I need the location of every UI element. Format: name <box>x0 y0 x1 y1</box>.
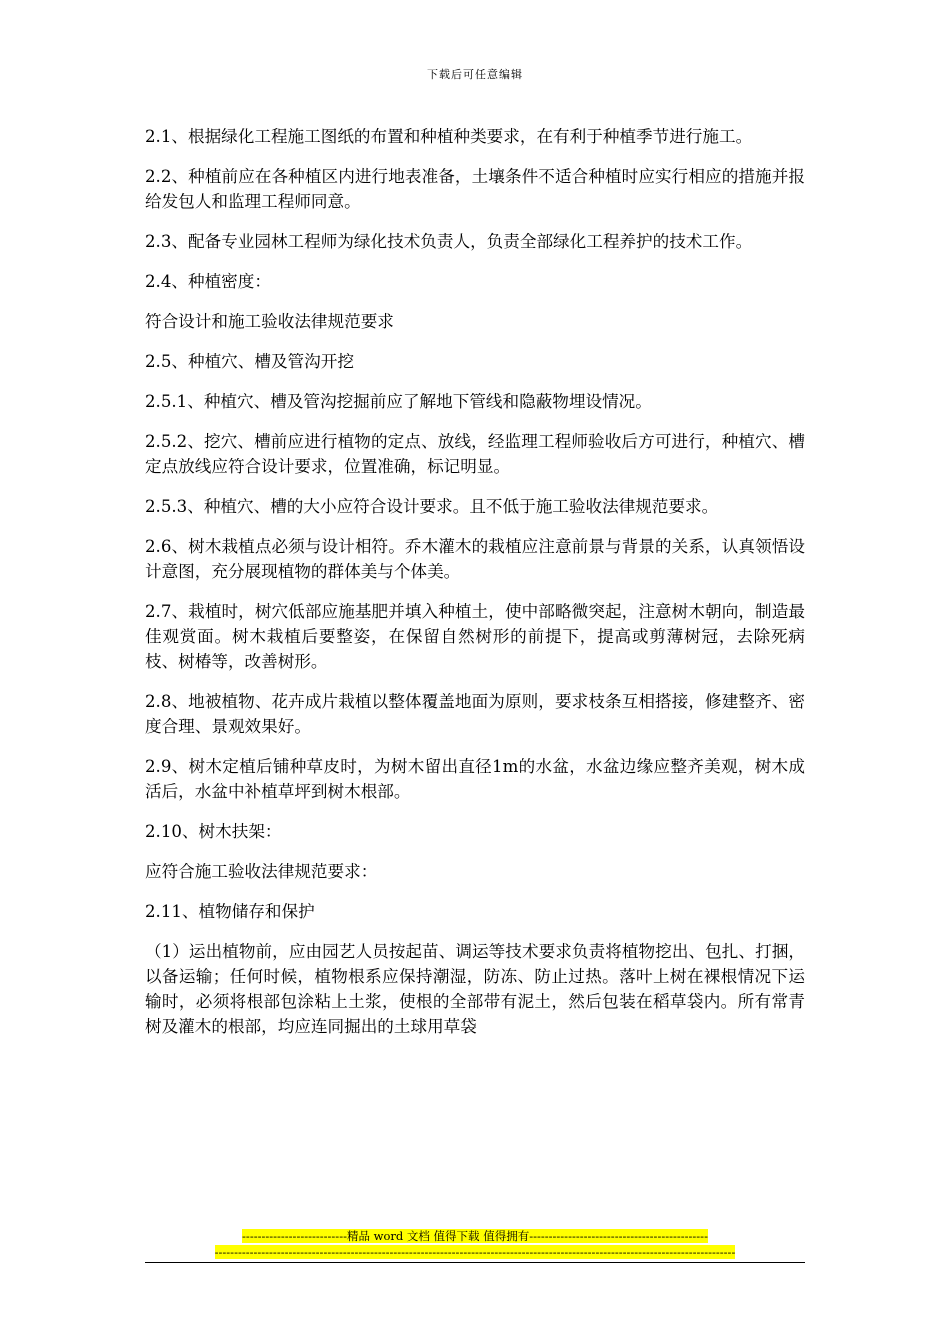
paragraph-2-5: 2.5、种植穴、槽及管沟开挖 <box>145 352 354 371</box>
footer-banner-text-2: -------------------------------------------------------------------------------------------------------------------------------------- <box>214 1245 736 1259</box>
paragraph-2-3: 2.3、配备专业园林工程师为绿化技术负责人，负责全部绿化工程养护的技术工作。 <box>145 232 753 251</box>
paragraph-2-2: 2.2、种植前应在各种植区内进行地表准备，土壤条件不适合种植时应实行相应的措施并报给发包人和监理工程师同意。 <box>145 167 805 211</box>
footer-banner-line-2 <box>0 1245 950 1259</box>
paragraph-item-1: （1）运出植物前，应由园艺人员按起苗、调运等技术要求负责将植物挖出、包扎、打捆，以备运输；任何时候，植物根系应保持潮湿，防冻、防止过热。落叶上树在裸根情况下运输时，必须将根部包涂粘上土浆，使根的全部带有泥土，然后包装在稻草袋内。所有常青树及灌木的根部，均应连同掘出的土球用草袋 <box>145 942 805 1036</box>
paragraph-2-6: 2.6、树木栽植点必须与设计相符。乔木灌木的栽植应注意前景与背景的关系，认真领悟设计意图，充分展现植物的群体美与个体美。 <box>145 537 805 581</box>
paragraph-density-note: 符合设计和施工验收法律规范要求 <box>145 312 394 331</box>
document-body <box>145 124 805 1054</box>
footer-divider <box>145 1262 805 1263</box>
paragraph-2-4: 2.4、种植密度： <box>145 272 271 291</box>
paragraph-support-note: 应符合施工验收法律规范要求： <box>145 862 378 881</box>
paragraph-2-9: 2.9、树木定植后铺种草皮时，为树木留出直径1m的水盆，水盆边缘应整齐美观，树木成活后，水盆中补植草坪到树木根部。 <box>145 757 805 801</box>
paragraph-2-11: 2.11、植物储存和保护 <box>145 902 315 921</box>
paragraph-2-7: 2.7、栽植时，树穴低部应施基肥并填入种植土，使中部略微突起，注意树木朝向，制造最佳观赏面。树木栽植后要整姿，在保留自然树形的前提下，提高或剪薄树冠，去除死病枝、树椿等，改善树形。 <box>145 602 805 671</box>
paragraph-2-10: 2.10、树木扶架： <box>145 822 282 841</box>
footer-banner-line-1 <box>0 1229 950 1243</box>
paragraph-2-1: 2.1、根据绿化工程施工图纸的布置和种植种类要求，在有利于种植季节进行施工。 <box>145 127 753 146</box>
footer-banner-text-1: ---------------------------精品 word 文档 值得下载 值得拥有---------------------------------------------- <box>242 1229 708 1243</box>
paragraph-2-5-2: 2.5.2、挖穴、槽前应进行植物的定点、放线，经监理工程师验收后方可进行，种植穴、槽定点放线应符合设计要求，位置准确，标记明显。 <box>145 432 805 476</box>
paragraph-2-8: 2.8、地被植物、花卉成片栽植以整体覆盖地面为原则，要求枝条互相搭接，修建整齐、密度合理、景观效果好。 <box>145 692 805 736</box>
paragraph-2-5-1: 2.5.1、种植穴、槽及管沟挖掘前应了解地下管线和隐蔽物埋设情况。 <box>145 392 652 411</box>
paragraph-2-5-3: 2.5.3、种植穴、槽的大小应符合设计要求。且不低于施工验收法律规范要求。 <box>145 497 719 516</box>
header-note: 下载后可任意编辑 <box>427 68 523 81</box>
